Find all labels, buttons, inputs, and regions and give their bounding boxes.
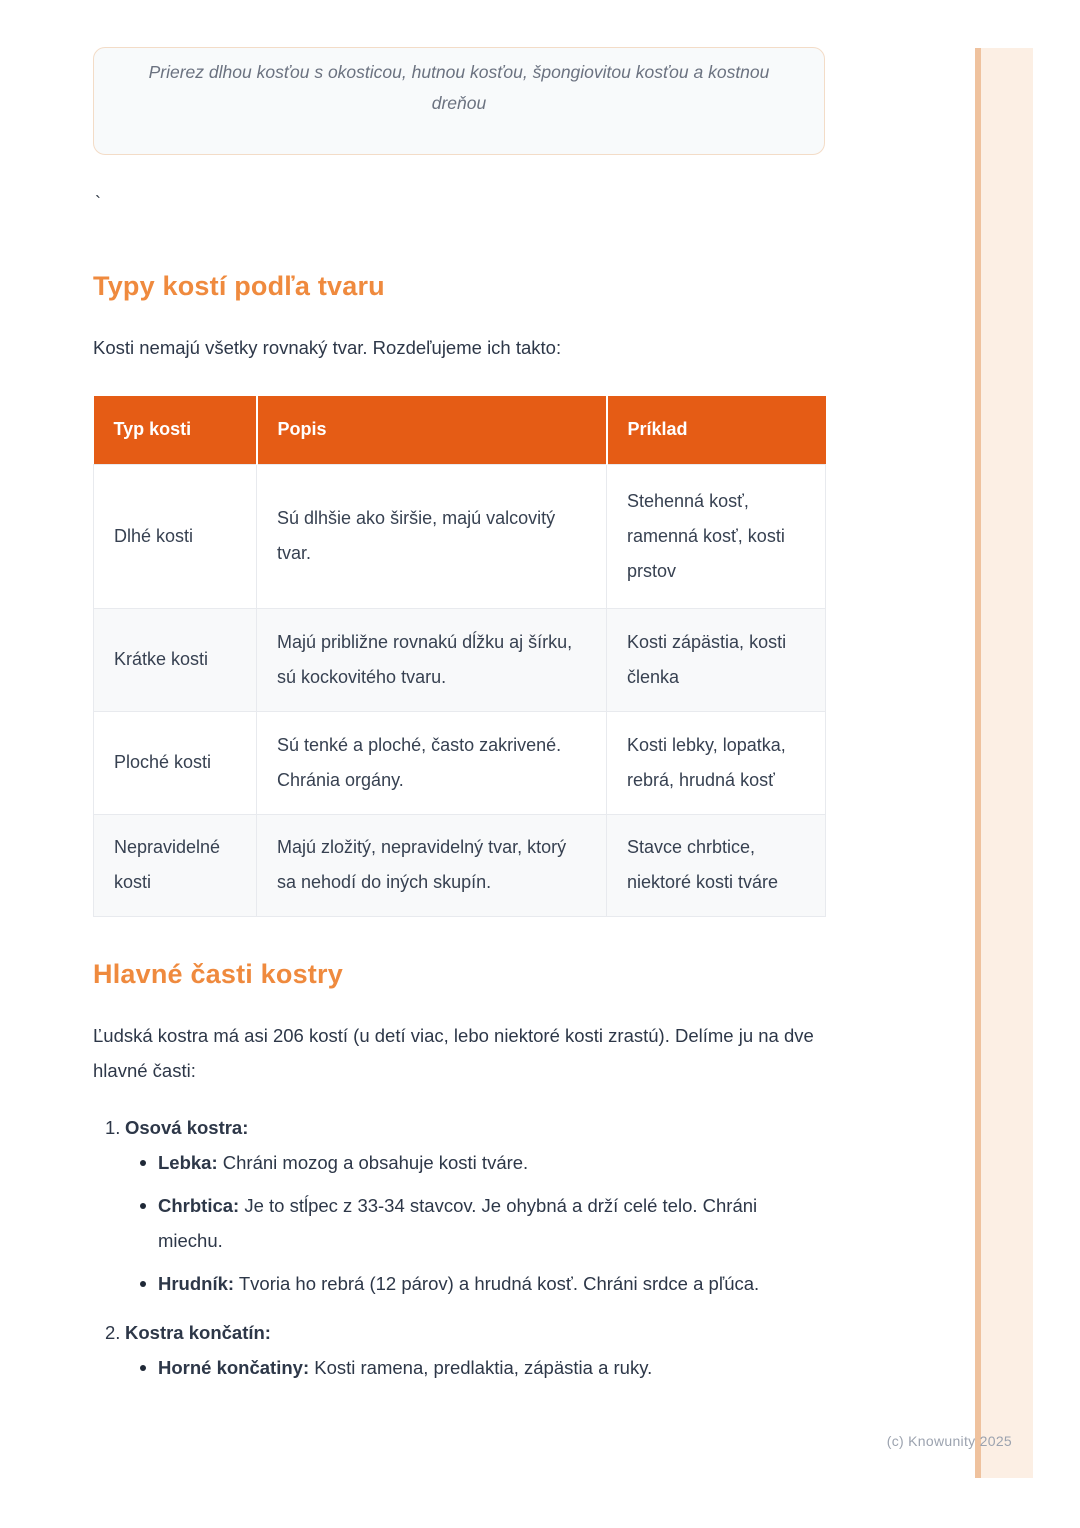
table-row [94,464,826,608]
ordered-list-item [93,1315,825,1350]
figure-caption-card [93,47,825,155]
section2-intro-paragraph: Ľudská kostra má asi 206 kostí (u detí viac, lebo niektoré kosti zrastú). Delíme ju na dve hlavné časti: [93,1024,814,1081]
table-cell: Dlhé kosti [94,464,257,608]
table-cell: Nepravidelné kosti [94,814,257,916]
section-heading-skeleton-parts: Hlavné časti kostry [93,958,343,989]
table-cell: Sú tenké a ploché, často zakrivené. Chránia orgány. [257,711,607,814]
table-cell: Sú dlhšie ako širšie, majú valcovitý tvar. [257,464,607,608]
copyright-footer: (c) Knowunity 2025 [886,1433,1012,1449]
bullet-item-text [158,1145,825,1180]
table-header-cell: Typ kosti [94,396,257,464]
bullet-list-item [93,1188,825,1258]
table-cell: Majú zložitý, nepravidelný tvar, ktorý sa nehodí do iných skupín. [257,814,607,916]
bone-types-table [93,396,826,917]
table-cell: Stehenná kosť, ramenná kosť, kosti prstov [607,464,826,608]
list-number: 2. [105,1321,121,1343]
bullet-item-label: Chrbtica: [158,1194,240,1216]
table-row [94,711,826,814]
bullet-item-label: Hrudník: [158,1272,235,1294]
bullet-item-text [158,1188,825,1258]
bullet-item-body: Chráni mozog a obsahuje kosti tváre. [222,1151,529,1173]
section-heading-bone-types: Typy kostí podľa tvaru [93,271,385,301]
table-cell: Stavce chrbtice, niektoré kosti tváre [607,814,826,916]
bullet-icon [140,1365,146,1371]
bullet-icon [140,1203,146,1209]
table-cell: Kosti lebky, lopatka, rebrá, hrudná kosť [607,711,826,814]
bullet-list-item [93,1145,825,1180]
table-cell: Krátke kosti [94,608,257,711]
nested-bullet-list [93,1145,825,1301]
bullet-item-text [158,1350,825,1385]
table-header-cell: Príklad [607,396,826,464]
figure-caption-text: Prierez dlhou kosťou s okosticou, hutnou kosťou, špongiovitou kosťou a kostnou dreňou [148,62,770,113]
bullet-item-label: Lebka: [158,1151,218,1173]
bullet-item-text [158,1266,825,1301]
bullet-item-body: Je to stĺpec z 33-34 stavcov. Je ohybná a drží celé telo. Chráni miechu. [158,1194,758,1251]
stray-backtick-char: ` [95,193,101,213]
bullet-list-item [93,1350,825,1385]
bullet-icon [140,1160,146,1166]
ordered-list-item [93,1110,825,1145]
table-cell: Majú približne rovnakú dĺžku aj šírku, sú kockovitého tvaru. [257,608,607,711]
table-header-cell: Popis [257,396,607,464]
bullet-item-body: Tvoria ho rebrá (12 párov) a hrudná kosť. Chráni srdce a pľúca. [238,1272,760,1294]
document-content [93,0,825,1385]
bullet-item-body: Kosti ramena, predlaktia, zápästia a ruky. [314,1356,653,1378]
section1-intro-paragraph: Kosti nemajú všetky rovnaký tvar. Rozdeľujeme ich takto: [93,337,562,358]
table-cell: Ploché kosti [94,711,257,814]
decorative-side-stripe [975,48,1033,1478]
list-item-label: Kostra končatín: [125,1321,271,1343]
bullet-item-label: Horné končatiny: [158,1356,310,1378]
table-row [94,608,826,711]
bullet-icon [140,1281,146,1287]
list-item-label: Osová kostra: [125,1116,249,1138]
list-number: 1. [105,1116,121,1138]
table-row [94,814,826,916]
table-cell: Kosti zápästia, kosti členka [607,608,826,711]
nested-bullet-list [93,1350,825,1385]
bullet-list-item [93,1266,825,1301]
skeleton-parts-list [93,1110,825,1385]
table-header-row [94,396,826,464]
